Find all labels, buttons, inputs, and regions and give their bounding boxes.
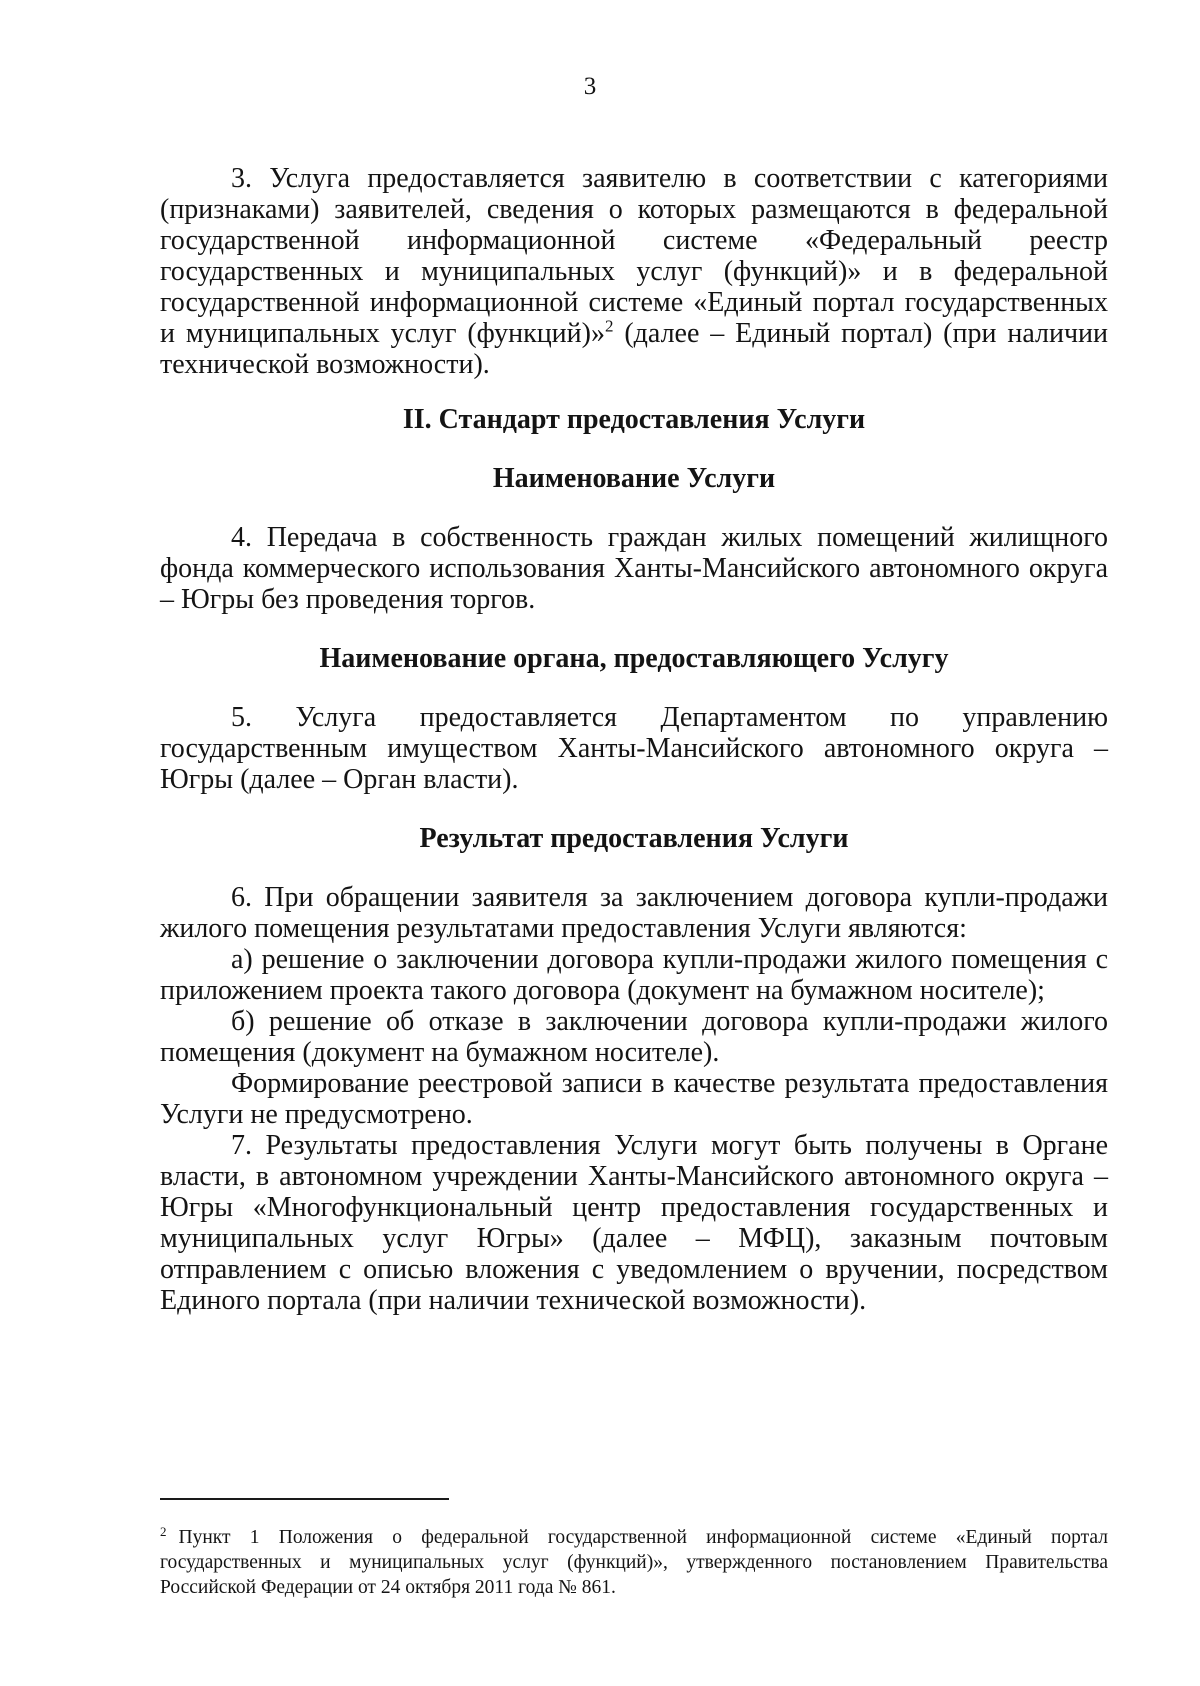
paragraph-7: 7. Результаты предоставления Услуги могут быть получены в Органе власти, в автономном учреждении Ханты-Мансийского автономного округа – Югры «Многофункциональный центр предоставления государственных и муниципальных услуг Югры» (далее – МФЦ), заказным почтовым отправлением с описью вложения с уведомлением о вручении, посредством Единого портала (при наличии технической возможности). xyxy=(160,1130,1108,1316)
footnote-mark: 2 xyxy=(160,1523,167,1539)
footnote-reference: 2 xyxy=(604,316,614,336)
paragraph-6-7-block xyxy=(160,882,1108,1316)
service-name-heading: Наименование Услуги xyxy=(492,463,776,494)
paragraph-4-block xyxy=(160,522,1108,615)
paragraph-5: 5. Услуга предоставляется Департаментом по управлению государственным имуществом Ханты-Мансийского автономного округа – Югры (далее – Орган власти). xyxy=(160,702,1108,795)
paragraph-6-a: а) решение о заключении договора купли-продажи жилого помещения с приложением проекта такого договора (документ на бумажном носителе); xyxy=(160,944,1108,1006)
paragraph-6-c: Формирование реестровой записи в качестве результата предоставления Услуги не предусмотрено. xyxy=(160,1068,1108,1130)
paragraph-3-text: 3. Услуга предоставляется заявителю в соответствии с категориями (признаками) заявителей, сведения о которых размещаются в федеральной государственной информационной системе «Федеральный реестр государственных и муниципальных услуг (функций)» и в федеральной государственной информационной системе «Единый портал государственных и муниципальных услуг (функций)» xyxy=(160,163,1108,349)
footnote-text: Пункт 1 Положения о федеральной государственной информационной системе «Единый портал государственных и муниципальных услуг (функций)», утвержденного постановлением Правительства Российской Федерации от 24 октября 2011 года № 861. xyxy=(160,1527,1108,1598)
authority-heading: Наименование органа, предоставляющего Услугу xyxy=(319,643,949,674)
paragraph-3-block xyxy=(160,163,1108,380)
paragraph-6-b: б) решение об отказе в заключении договора купли-продажи жилого помещения (документ на бумажном носителе). xyxy=(160,1006,1108,1068)
paragraph-6: 6. При обращении заявителя за заключением договора купли-продажи жилого помещения результатами предоставления Услуги являются: xyxy=(160,882,1108,944)
result-heading: Результат предоставления Услуги xyxy=(419,823,849,854)
section-heading: II. Стандарт предоставления Услуги xyxy=(402,404,866,435)
paragraph-3 xyxy=(160,163,1108,380)
paragraph-4: 4. Передача в собственность граждан жилых помещений жилищного фонда коммерческого использования Ханты-Мансийского автономного округа – Югры без проведения торгов. xyxy=(160,522,1108,615)
footnote xyxy=(160,1525,1108,1600)
paragraph-5-block xyxy=(160,702,1108,795)
paragraph-3-tail: (далее – Единый портал) (при наличии технической возможности). xyxy=(160,318,1108,380)
footnote-separator xyxy=(160,1498,449,1500)
page-number: 3 xyxy=(583,73,597,100)
